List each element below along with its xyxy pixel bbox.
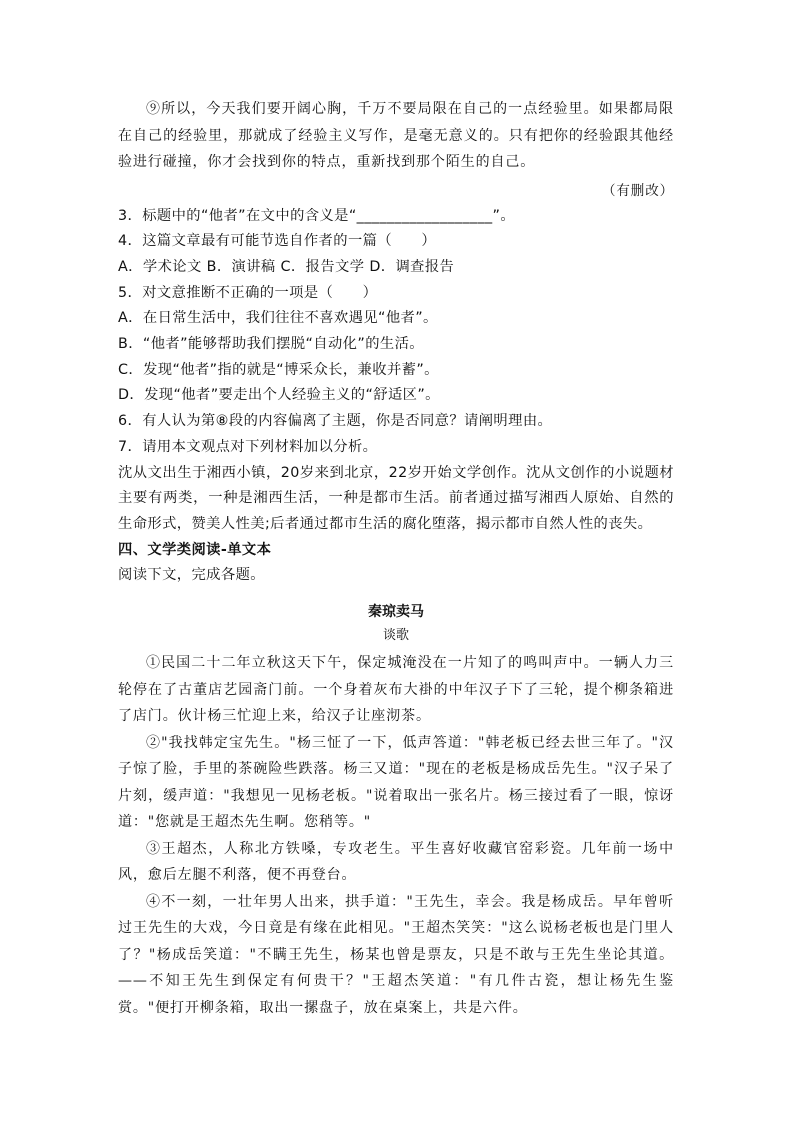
story-paragraph-2: ②"我找韩定宝先生。"杨三怔了一下，低声答道："韩老板已经去世三年了。"汉子惊了脸，手里的茶碗险些跌落。杨三又道："现在的老板是杨成岳先生。"汉子呆了片刻，缓声道："我想见一见杨老板。"说着取出一张名片。杨三接过看了一眼，惊讶道："您就是王超杰先生啊。您稍等。" bbox=[118, 734, 674, 831]
section-instruction: 阅读下文，完成各题。 bbox=[118, 567, 265, 584]
question-3: 3．标题中的“他者”在文中的含义是“__________________”。 bbox=[118, 207, 516, 224]
question-7-material: 沈从文出生于湘西小镇，20岁来到北京，22岁开始文学创作。沈从文创作的小说题材主要有两类，一种是湘西生活，一种是都市生活。前者通过描写湘西人原始、自然的生命形式，赞美人性美;后者通过都市生活的腐化堕落，揭示都市自然人性的丧失。 bbox=[118, 464, 674, 532]
question-4-options: A．学术论文 B．演讲稿 C．报告文学 D．调查报告 bbox=[118, 258, 455, 275]
section-heading: 四、文学类阅读-单文本 bbox=[118, 541, 272, 558]
story-paragraph-1: ①民国二十二年立秋这天下午，保定城淹没在一片知了的鸣叫声中。一辆人力三轮停在了古董店艺园斋门前。一个身着灰布大褂的中年汉子下了三轮，提个柳条箱进了店门。伙计杨三忙迎上来，给汉子让座沏茶。 bbox=[118, 655, 674, 725]
questions-block bbox=[118, 204, 674, 590]
question-6: 6．有人认为第⑧段的内容偏离了主题，你是否同意？请阐明理由。 bbox=[118, 413, 553, 430]
question-7: 7．请用本文观点对下列材料加以分析。 bbox=[118, 438, 378, 455]
story-author: 谈歌 bbox=[382, 628, 409, 644]
question-5-option-a: A．在日常生活中，我们往往不喜欢遇见“他者”。 bbox=[118, 310, 438, 327]
question-4: 4．这篇文章最有可能节选自作者的一篇（ ） bbox=[118, 233, 437, 250]
story-paragraph-3: ③王超杰，人称北方铁嗓，专攻老生。平生喜好收藏官窑彩瓷。几年前一场中风，愈后左腿不利落，便不再登台。 bbox=[118, 840, 674, 884]
story-title: 秦琼卖马 bbox=[368, 604, 424, 621]
question-5-option-b: B．“他者”能够帮助我们摆脱“自动化”的生活。 bbox=[118, 336, 424, 353]
story-paragraph-4: ④不一刻，一壮年男人出来，拱手道："王先生，幸会。我是杨成岳。早年曾听过王先生的大戏，今日竟是有缘在此相见。"王超杰笑笑："这么说杨老板也是门里人了？"杨成岳笑道："不瞒王先生，杨某也曾是票友，只是不敢与王先生坐论其道。——不知王先生到保定有何贵干？"王超杰笑道："有几件古瓷，想让杨先生鉴赏。"便打开柳条箱，取出一摞盘子，放在桌案上，共是六件。 bbox=[118, 893, 674, 1016]
passage-end bbox=[118, 96, 674, 204]
revision-note: （有删改） bbox=[602, 182, 674, 199]
story-body bbox=[118, 650, 674, 1021]
question-5-option-d: D．发现“他者”要走出个人经验主义的“舒适区”。 bbox=[118, 387, 440, 404]
paragraph-9: ⑨所以，今天我们要开阔心胸，千万不要局限在自己的一点经验里。如果都局限在自己的经验里，那就成了经验主义写作，是毫无意义的。只有把你的经验跟其他经验进行碰撞，你才会找到你的特点，重新找到那个陌生的自己。 bbox=[118, 101, 674, 170]
question-5: 5．对文意推断不正确的一项是（ ） bbox=[118, 284, 378, 301]
question-5-option-c: C．发现“他者”指的就是“博采众长，兼收并蓄”。 bbox=[118, 361, 439, 378]
